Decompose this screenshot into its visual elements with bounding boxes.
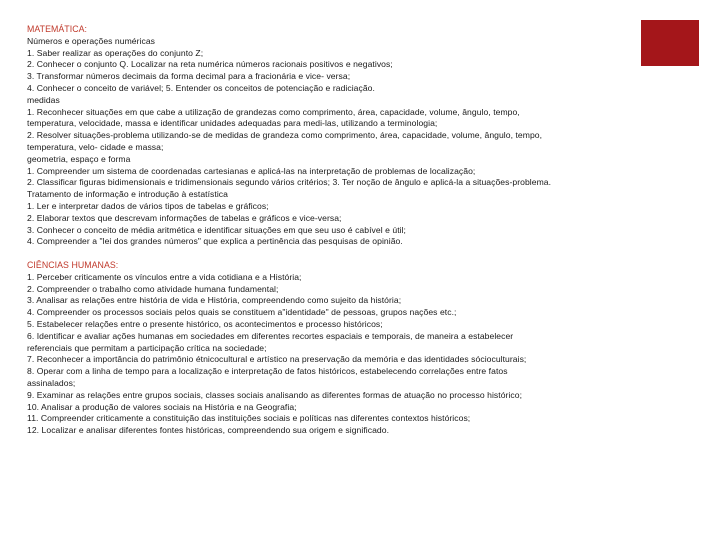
text-line: medidas xyxy=(27,94,60,105)
text-line: 10. Analisar a produção de valores sociais na História e na Geografia; xyxy=(27,401,297,412)
text-line: 6. Identificar e avaliar ações humanas em sociedades em diferentes recortes espaciais e temporais, de maneira a estabelecer xyxy=(27,330,514,341)
text-line: 3. Analisar as relações entre história de vida e História, compreendendo como sujeito da história; xyxy=(27,295,402,306)
text-line: 3. Conhecer o conceito de média aritmética e identificar situações em que seu uso é cabível e útil; xyxy=(27,224,406,235)
text-line: 8. Operar com a linha de tempo para a localização e interpretação de fatos históricos, estabelecendo correlações entre fatos xyxy=(27,366,508,377)
section-matematica xyxy=(27,24,677,248)
text-line: temperatura, velo- cidade e massa; xyxy=(27,141,164,152)
text-line: Tratamento de informação e introdução à estatística xyxy=(27,189,228,200)
text-line: 11. Compreender criticamente a constituição das instituições sociais e políticas nas diferentes contextos históricos; xyxy=(27,413,471,424)
text-line: 2. Elaborar textos que descrevam informações de tabelas e gráficos e vice-versa; xyxy=(27,212,342,223)
text-line: 1. Reconhecer situações em que cabe a utilização de grandezas como comprimento, área, capacidade, volume, ângulo, tempo, xyxy=(27,106,520,117)
section-title-matematica: MATEMÁTICA: xyxy=(27,24,88,34)
text-line: 2. Resolver situações-problema utilizando-se de medidas de grandeza como comprimento, área, capacidade, volume, ângulo, tempo, xyxy=(27,130,543,141)
text-line: Números e operações numéricas xyxy=(27,35,156,46)
section-title-ciencias-humanas: CIÊNCIAS HUMANAS: xyxy=(27,259,119,270)
section-ciencias-humanas xyxy=(27,260,677,437)
section-spacer xyxy=(27,248,677,260)
text-line: 4. Compreender os processos sociais pelos quais se constituem a"identidade" de pessoas, grupos nações etc.; xyxy=(27,307,457,318)
text-line: 5. Estabelecer relações entre o presente histórico, os acontecimentos e processo históricos; xyxy=(27,318,383,329)
text-line: 2. Classificar figuras bidimensionais e tridimensionais segundo vários critérios; 3. Ter noção de ângulo e aplicá-la a situações-problema. xyxy=(27,177,552,188)
text-line: 4. Conhecer o conceito de variável; 5. Entender os conceitos de potenciação e radiciação. xyxy=(27,82,375,93)
text-line: 2. Compreender o trabalho como atividade humana fundamental; xyxy=(27,283,279,294)
text-line: 9. Examinar as relações entre grupos sociais, classes sociais analisando as diferentes formas de atuação no processo histórico; xyxy=(27,389,523,400)
matematica-lines xyxy=(27,36,677,248)
text-line: 4. Compreender a "lei dos grandes números" que explica a pertinência das pesquisas de opinião. xyxy=(27,236,403,247)
text-line: assinalados; xyxy=(27,377,76,388)
text-line: 7. Reconhecer a importância do patrimônio étnicocultural e artístico na preservação da memória e das identidades sócioculturais; xyxy=(27,354,527,365)
text-line: 1. Compreender um sistema de coordenadas cartesianas e aplicá-las na interpretação de problemas de localização; xyxy=(27,165,476,176)
text-line: 12. Localizar e analisar diferentes fontes históricas, compreendendo sua origem e significado. xyxy=(27,425,390,436)
text-line: geometria, espaço e forma xyxy=(27,153,131,164)
text-line: 3. Transformar números decimais da forma decimal para a fracionária e vice- versa; xyxy=(27,71,351,82)
text-line: 1. Perceber criticamente os vínculos entre a vida cotidiana e a História; xyxy=(27,271,302,282)
text-line: temperatura, velocidade, massa e identificar unidades adequadas para medi-las, utilizando a terminologia; xyxy=(27,118,438,129)
text-line: 1. Saber realizar as operações do conjunto Z; xyxy=(27,47,204,58)
text-line: referenciais que permitam a participação crítica na sociedade; xyxy=(27,342,267,353)
ciencias-humanas-lines xyxy=(27,272,677,437)
text-line: 2. Conhecer o conjunto Q. Localizar na reta numérica números racionais positivos e negativos; xyxy=(27,59,393,70)
document-body xyxy=(27,24,677,437)
text-line: 1. Ler e interpretar dados de vários tipos de tabelas e gráficos; xyxy=(27,200,269,211)
